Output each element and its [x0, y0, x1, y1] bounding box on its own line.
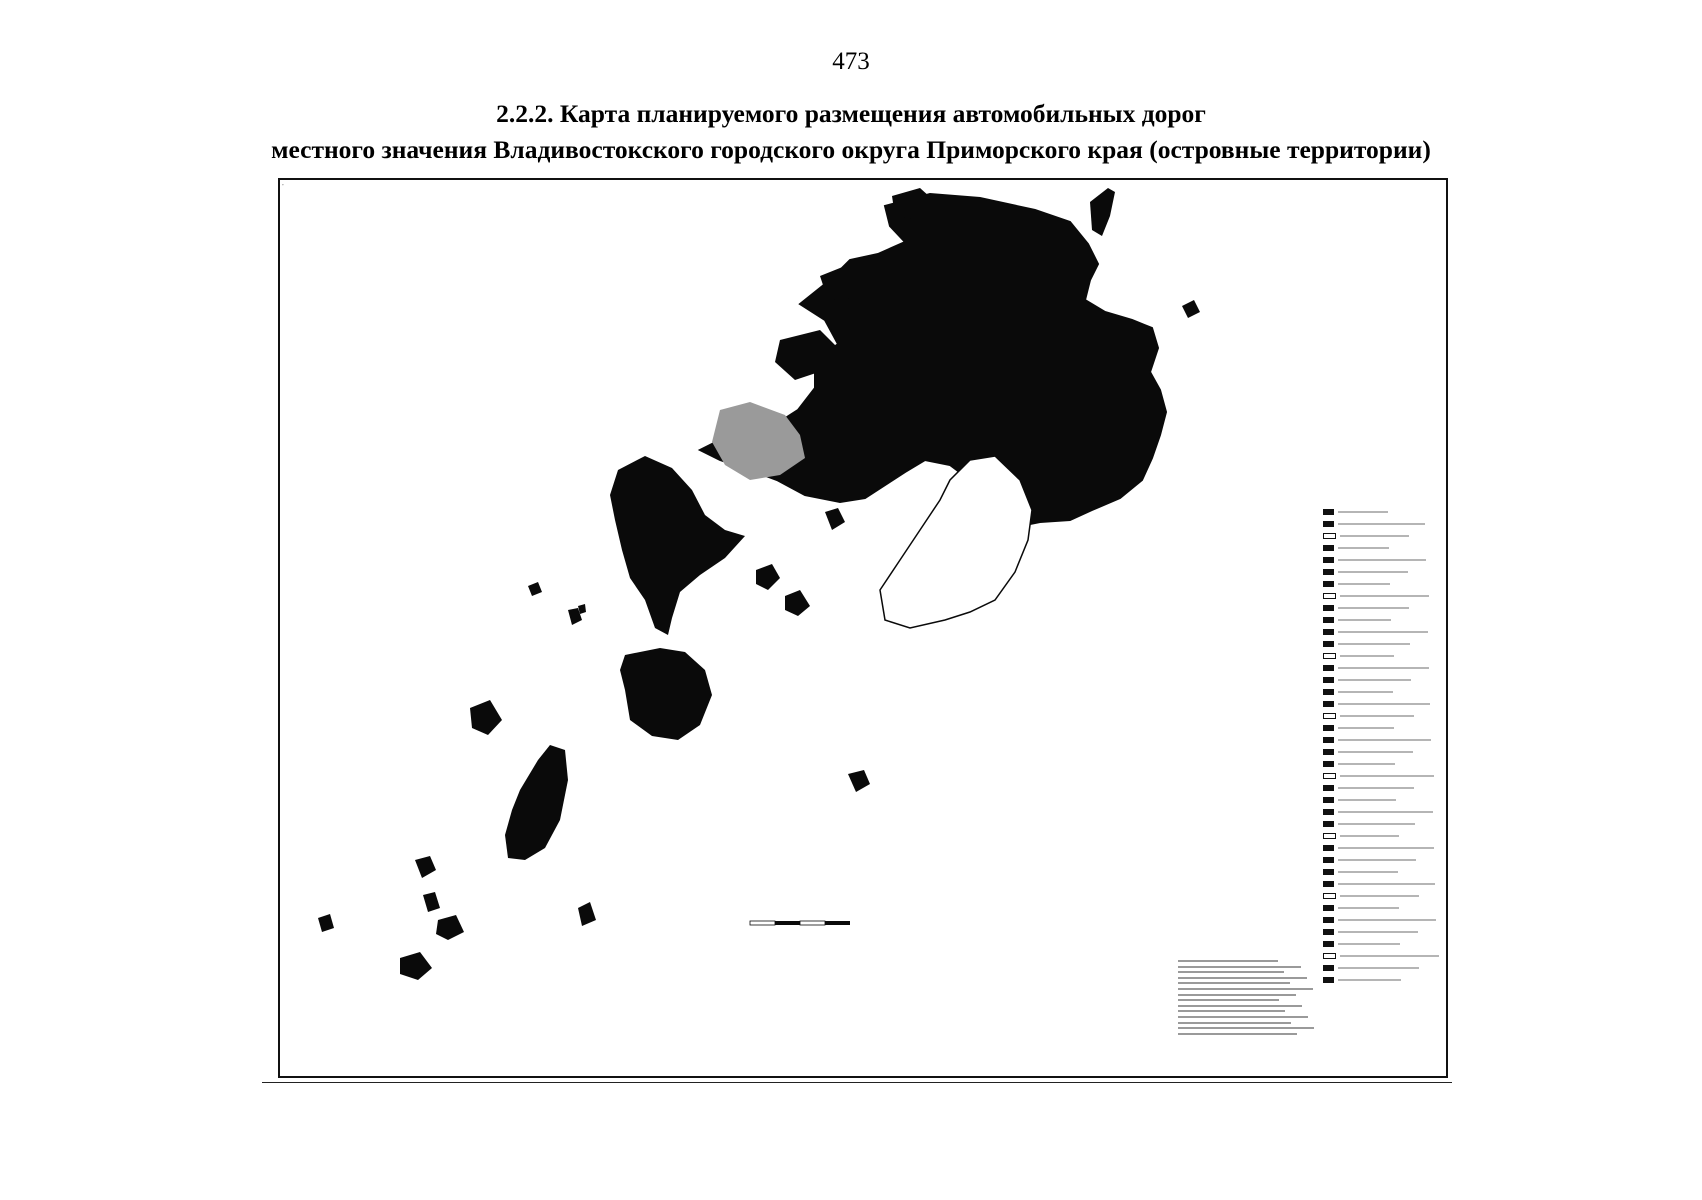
legend-item [1323, 950, 1443, 962]
legend-text-line [1338, 643, 1410, 645]
map-drawing [280, 180, 1448, 1078]
legend-title [1323, 494, 1324, 499]
island-popova [610, 456, 745, 635]
legend-item [1323, 794, 1443, 806]
map-header-line-2 [332, 194, 892, 204]
legend-swatch [1323, 917, 1334, 923]
island-small-6 [415, 856, 436, 878]
island-small-7 [423, 892, 440, 912]
island-small-12 [318, 914, 334, 932]
legend-swatch [1323, 605, 1334, 611]
notes-text-line [1178, 1027, 1314, 1029]
legend-swatch [1323, 893, 1336, 899]
legend-item [1323, 938, 1443, 950]
legend-text-line [1338, 847, 1434, 849]
legend-swatch [1323, 521, 1334, 527]
island-small-1 [470, 700, 502, 735]
map-header-line-3 [332, 204, 892, 214]
notes-text-line [1178, 1005, 1302, 1007]
legend-text-line [1338, 631, 1428, 633]
island-russky-east-peninsula [1090, 188, 1115, 236]
notes-text-line [1178, 999, 1279, 1001]
legend-text-line [1338, 727, 1394, 729]
legend-item [1323, 914, 1443, 926]
legend-item [1323, 758, 1443, 770]
legend-text-line [1340, 715, 1414, 717]
legend-item [1323, 638, 1443, 650]
legend-text-line [1338, 871, 1398, 873]
legend-swatch [1323, 797, 1334, 803]
legend-item [1323, 890, 1443, 902]
legend-swatch [1323, 677, 1334, 683]
legend-item [1323, 662, 1443, 674]
legend-swatch [1323, 713, 1336, 719]
island-small-9 [400, 952, 432, 980]
legend-text-line [1338, 691, 1393, 693]
legend-swatch [1323, 725, 1334, 731]
map-header-line-4 [332, 214, 892, 224]
legend-text-line [1338, 859, 1416, 861]
map-inner-header [332, 184, 892, 224]
legend-item [1323, 650, 1443, 662]
legend-text-line [1338, 799, 1396, 801]
legend-text-line [1338, 907, 1399, 909]
legend-text-line [1338, 943, 1400, 945]
notes-text-line [1178, 1016, 1308, 1018]
legend-text-line [1340, 535, 1409, 537]
legend-item [1323, 818, 1443, 830]
island-russky [700, 194, 1166, 528]
legend-item [1323, 590, 1443, 602]
notes-text-line [1178, 1010, 1285, 1012]
legend-item [1323, 878, 1443, 890]
legend-swatch [1323, 593, 1336, 599]
legend-swatch [1323, 737, 1334, 743]
title-line-2: местного значения Владивостокского городского округа Приморского края (островные территории) [271, 135, 1431, 164]
legend-text-line [1340, 895, 1419, 897]
legend-item [1323, 746, 1443, 758]
notes-text-line [1178, 966, 1301, 968]
legend-swatch [1323, 809, 1334, 815]
legend-text-line [1338, 883, 1435, 885]
notes-text-line [1178, 960, 1278, 962]
legend-item [1323, 554, 1443, 566]
legend-item [1323, 842, 1443, 854]
legend-text-line [1338, 739, 1431, 741]
legend-item [1323, 770, 1443, 782]
legend-item [1323, 674, 1443, 686]
legend-text-line [1340, 835, 1399, 837]
legend-swatch [1323, 869, 1334, 875]
legend-swatch [1323, 833, 1336, 839]
legend-item [1323, 734, 1443, 746]
legend-text-line [1338, 823, 1415, 825]
legend-swatch [1323, 977, 1334, 983]
legend-swatch [1323, 665, 1334, 671]
legend-text-line [1338, 619, 1391, 621]
legend-swatch [1323, 749, 1334, 755]
legend-text-line [1340, 955, 1439, 957]
legend-swatch [1323, 641, 1334, 647]
legend-text-line [1338, 967, 1419, 969]
notes-text-line [1178, 994, 1296, 996]
page-title [0, 96, 1702, 168]
map-figure [278, 178, 1448, 1078]
legend-swatch [1323, 545, 1334, 551]
notes-text-line [1178, 988, 1313, 990]
legend-item [1323, 602, 1443, 614]
scale-bar [750, 921, 850, 925]
legend-swatch [1323, 953, 1336, 959]
bottom-rule [262, 1082, 1452, 1083]
legend-text-line [1338, 559, 1426, 561]
page-number: 473 [832, 48, 870, 75]
legend-swatch [1323, 965, 1334, 971]
legend-item [1323, 926, 1443, 938]
island-small-13 [1182, 300, 1200, 318]
legend-swatch [1323, 653, 1336, 659]
legend-text-line [1338, 511, 1388, 513]
legend-item [1323, 614, 1443, 626]
legend-text-line [1338, 523, 1425, 525]
legend-item [1323, 578, 1443, 590]
legend-swatch [1323, 773, 1336, 779]
map-notes [1178, 960, 1318, 1038]
legend-swatch [1323, 569, 1334, 575]
legend-item [1323, 830, 1443, 842]
legend-text-line [1338, 931, 1418, 933]
legend-swatch [1323, 881, 1334, 887]
legend-swatch [1323, 617, 1334, 623]
notes-text-line [1178, 1033, 1297, 1035]
legend-swatch [1323, 509, 1334, 515]
legend-text-line [1338, 763, 1395, 765]
legend-item [1323, 962, 1443, 974]
legend-swatch [1323, 845, 1334, 851]
title-line-1: 2.2.2. Карта планируемого размещения автомобильных дорог [496, 99, 1206, 128]
legend-text-line [1338, 811, 1433, 813]
legend-item [1323, 866, 1443, 878]
legend-swatch [1323, 581, 1334, 587]
legend-text-line [1338, 607, 1409, 609]
notes-text-line [1178, 1022, 1291, 1024]
legend-item [1323, 542, 1443, 554]
notes-text-line [1178, 982, 1290, 984]
island-russky-south-lowland [880, 456, 1032, 628]
legend-swatch [1323, 821, 1334, 827]
legend-item [1323, 530, 1443, 542]
legend-item [1323, 806, 1443, 818]
legend-text-line [1338, 667, 1429, 669]
legend-item [1323, 974, 1443, 986]
legend-swatch [1323, 929, 1334, 935]
legend-text-line [1338, 919, 1436, 921]
legend-swatch [1323, 761, 1334, 767]
island-small-8 [436, 915, 464, 940]
island-small-2 [756, 564, 780, 590]
island-small-11 [848, 770, 870, 792]
legend-text-line [1338, 583, 1390, 585]
legend-text-line [1338, 547, 1389, 549]
legend-swatch [1323, 857, 1334, 863]
legend-swatch [1323, 629, 1334, 635]
island-small-3 [785, 590, 810, 616]
legend-text-line [1338, 679, 1411, 681]
legend-item [1323, 626, 1443, 638]
legend-item [1323, 518, 1443, 530]
island-rikorda [505, 745, 568, 860]
legend-item [1323, 902, 1443, 914]
legend-item [1323, 698, 1443, 710]
legend-item [1323, 566, 1443, 578]
legend-text-line [1338, 979, 1401, 981]
legend-text-line [1338, 571, 1408, 573]
notes-text-line [1178, 971, 1284, 973]
legend-swatch [1323, 785, 1334, 791]
legend-item [1323, 722, 1443, 734]
legend-swatch [1323, 689, 1334, 695]
legend-text-line [1340, 775, 1434, 777]
legend-swatch [1323, 701, 1334, 707]
legend-swatch [1323, 941, 1334, 947]
legend-swatch [1323, 557, 1334, 563]
legend-item [1323, 854, 1443, 866]
map-corner-stamp: ▫ [282, 182, 284, 187]
legend-text-line [1338, 703, 1430, 705]
legend-swatch [1323, 533, 1336, 539]
legend-item [1323, 686, 1443, 698]
island-small-10 [578, 902, 596, 926]
island-small-15 [528, 582, 542, 596]
map-header-line-1 [332, 184, 892, 194]
legend-text-line [1338, 751, 1413, 753]
island-small-4 [825, 508, 845, 530]
legend-text-line [1340, 595, 1429, 597]
legend-text-line [1340, 655, 1394, 657]
legend-swatch [1323, 905, 1334, 911]
legend-item [1323, 710, 1443, 722]
island-reineke [620, 648, 712, 740]
notes-text-line [1178, 977, 1307, 979]
legend-item [1323, 782, 1443, 794]
legend-text-line [1338, 787, 1414, 789]
legend [1323, 506, 1443, 986]
legend-item [1323, 506, 1443, 518]
